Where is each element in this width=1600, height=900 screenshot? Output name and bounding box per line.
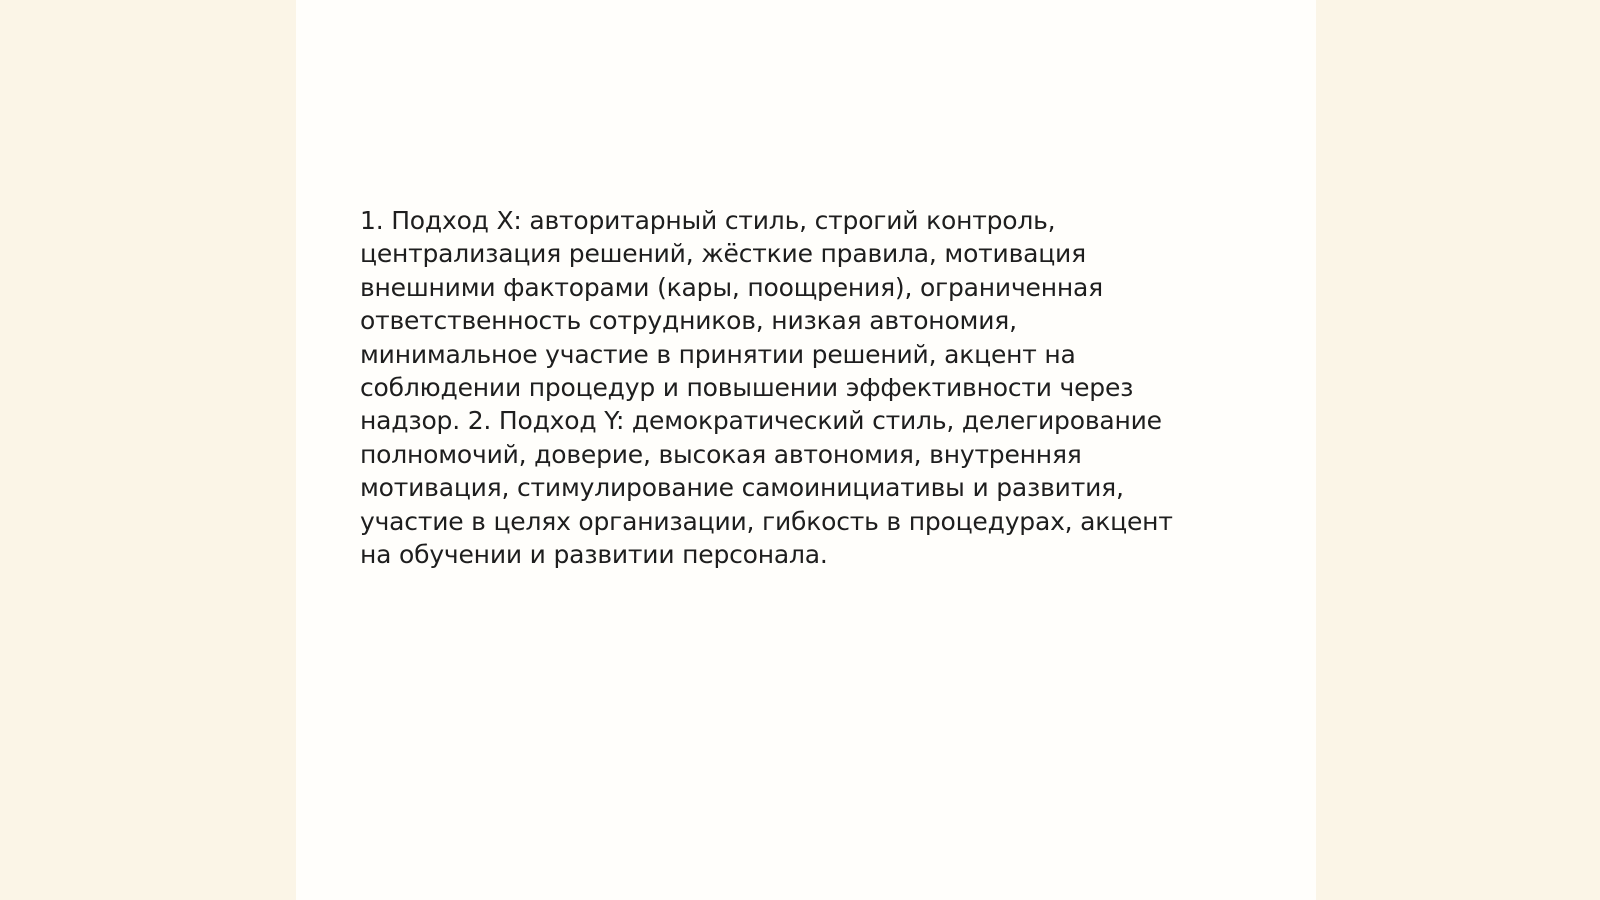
left-background-panel bbox=[0, 0, 296, 900]
text-line: надзор. 2. Подход Y: демократический стиль, делегирование bbox=[360, 406, 1162, 436]
text-line: 1. Подход X: авторитарный стиль, строгий контроль, bbox=[360, 206, 1056, 235]
text-line: участие в целях организации, гибкость в процедурах, акцент bbox=[360, 506, 1173, 536]
text-line: полномочий, доверие, высокая автономия, внутренняя bbox=[360, 439, 1082, 469]
text-line: мотивация, стимулирование самоинициативы и развития, bbox=[360, 473, 1124, 503]
text-line: внешними факторами (кары, поощрения), ограниченная bbox=[360, 272, 1103, 302]
text-line: ответственность сотрудников, низкая автономия, bbox=[360, 306, 1017, 336]
right-background-panel bbox=[1316, 0, 1600, 900]
slide-body-text bbox=[360, 204, 1260, 571]
text-line: соблюдении процедур и повышении эффективности через bbox=[360, 373, 1134, 403]
text-line: централизация решений, жёсткие правила, мотивация bbox=[360, 239, 1086, 269]
text-line: на обучении и развитии персонала. bbox=[360, 540, 828, 570]
text-line: минимальное участие в принятии решений, акцент на bbox=[360, 339, 1076, 369]
presentation-slide bbox=[296, 0, 1316, 900]
